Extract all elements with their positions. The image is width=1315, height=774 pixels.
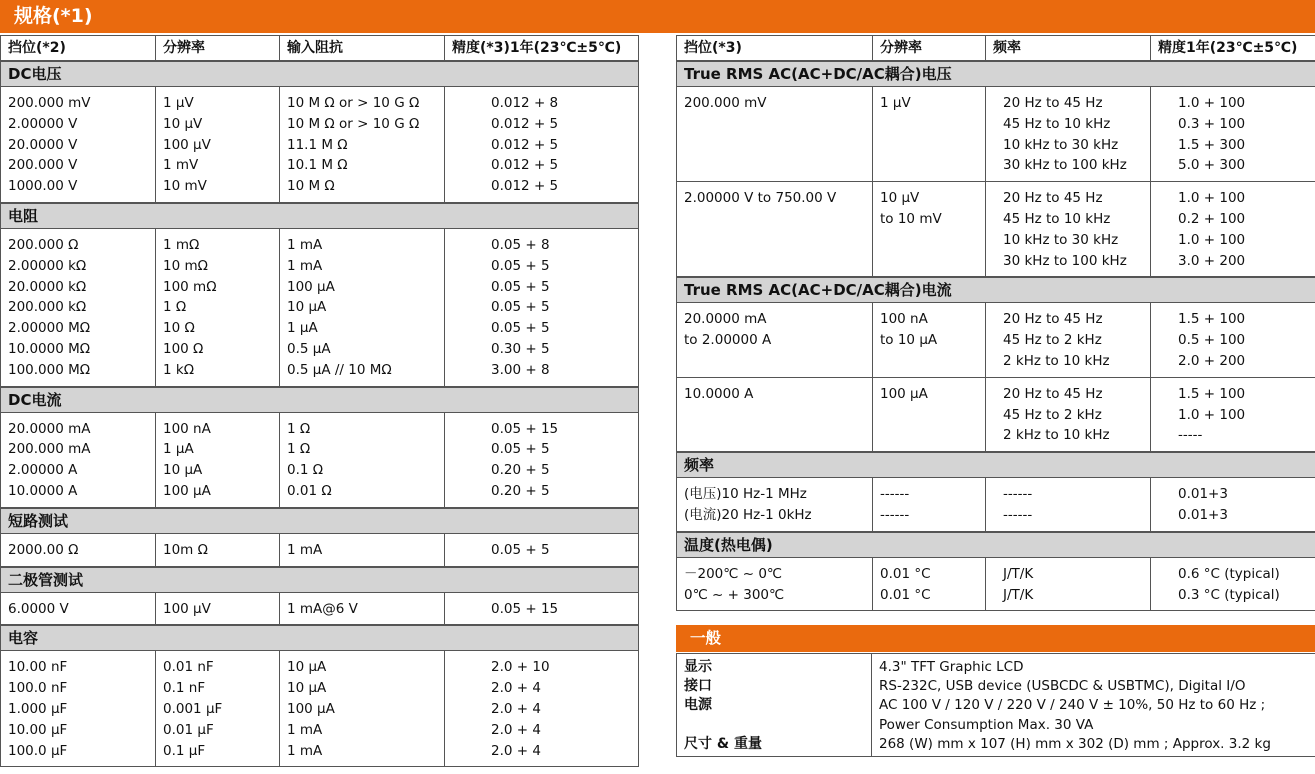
accuracy-value: 0.012 + 8 — [491, 95, 559, 111]
section-title: True RMS AC(AC+DC/AC耦合)电流 — [677, 277, 1315, 303]
accuracy-value: 0.3 °C (typical) — [1178, 586, 1280, 603]
accuracy-value: 3.00 + 8 — [491, 361, 550, 378]
resolution-value: 100 μV — [163, 600, 211, 617]
right-spec-table — [676, 35, 1315, 611]
resolution-cell — [873, 478, 986, 532]
section-title: 二极管测试 — [1, 567, 639, 593]
accuracy-value: 2.0 + 4 — [491, 700, 541, 717]
resolution-cell — [156, 592, 280, 625]
section-row — [677, 532, 1315, 558]
accuracy-value: 0.05 + 5 — [491, 257, 550, 274]
resolution-value: 1 μV — [163, 95, 194, 111]
accuracy-value: 1.5 + 100 — [1178, 311, 1246, 328]
range-value: to 2.00000 A — [684, 332, 772, 349]
freq-value: 2 kHz to 10 kHz — [1003, 352, 1110, 369]
range-value: 200.000 mV — [8, 95, 91, 111]
accuracy-value: 0.5 + 100 — [1178, 332, 1246, 349]
range-value: 20.0000 kΩ — [8, 278, 87, 295]
table-row — [677, 557, 1315, 611]
accuracy-cell — [1151, 478, 1315, 532]
accuracy-value: 0.05 + 5 — [491, 320, 550, 337]
resolution-cell — [873, 303, 986, 377]
impedance-value: 10.1 M Ω — [287, 157, 348, 174]
impedance-value: 1 mA@6 V — [287, 600, 358, 617]
general-value-dimensions: 268 (W) mm x 107 (H) mm x 302 (D) mm ; Approx. 3.2 kg — [879, 735, 1271, 752]
range-cell — [1, 228, 156, 386]
range-value: 2.00000 V to 750.00 V — [684, 190, 837, 207]
freq-value: ------ — [1003, 486, 1033, 503]
accuracy-value: 0.05 + 15 — [491, 600, 559, 617]
freq-value: ------ — [1003, 506, 1033, 523]
header-accuracy: 精度(*3)1年(23℃±5℃) — [445, 36, 639, 62]
range-value: (电压)10 Hz-1 MHz — [684, 486, 807, 503]
impedance-value: 0.5 μA // 10 MΩ — [287, 361, 392, 378]
accuracy-cell — [445, 228, 639, 386]
resolution-value: to 10 mV — [880, 210, 942, 227]
accuracy-cell — [1151, 557, 1315, 611]
impedance-value: 1 mA — [287, 257, 323, 274]
section-row — [1, 567, 639, 593]
section-row — [677, 277, 1315, 303]
range-value: 10.0000 MΩ — [8, 340, 91, 357]
impedance-value: 0.5 μA — [287, 340, 331, 357]
resolution-value: 10 mV — [163, 178, 207, 195]
general-value-interface: RS-232C, USB device (USBCDC & USBTMC), Digital I/O — [879, 678, 1246, 695]
impedance-cell — [280, 651, 445, 767]
range-value: 100.000 MΩ — [8, 361, 91, 378]
impedance-value: 1 μA — [287, 320, 318, 337]
range-value: －200℃ ~ 0℃ — [684, 565, 783, 582]
table-row — [1, 533, 639, 566]
range-value: 10.00 μF — [8, 721, 68, 738]
section-title: 温度(热电偶) — [677, 532, 1315, 558]
general-key-blank — [684, 716, 864, 735]
impedance-value: 10 M Ω or > 10 G Ω — [287, 95, 420, 111]
freq-cell — [986, 377, 1151, 452]
accuracy-value: 3.0 + 200 — [1178, 252, 1246, 269]
resolution-value: 10 μV — [163, 115, 203, 132]
range-cell — [677, 182, 873, 278]
section-row — [1, 61, 639, 87]
range-value: 200.000 kΩ — [8, 299, 87, 316]
section-title: True RMS AC(AC+DC/AC耦合)电压 — [677, 61, 1315, 87]
accuracy-value: 0.012 + 5 — [491, 178, 559, 195]
resolution-cell — [156, 412, 280, 508]
range-value: 200.000 V — [8, 157, 78, 174]
header-accuracy: 精度1年(23℃±5℃) — [1151, 36, 1315, 62]
freq-value: 10 kHz to 30 kHz — [1003, 136, 1119, 153]
banner-title: 规格(*1) — [14, 5, 93, 27]
range-value: 10.00 nF — [8, 659, 68, 676]
freq-value: 30 kHz to 100 kHz — [1003, 252, 1127, 269]
resolution-value: ------ — [880, 506, 910, 523]
table-row — [1, 228, 639, 386]
accuracy-value: 0.012 + 5 — [491, 157, 559, 174]
resolution-value: 0.1 μF — [163, 742, 206, 759]
impedance-value: 0.01 Ω — [287, 482, 332, 499]
impedance-cell — [280, 87, 445, 203]
freq-value: 45 Hz to 2 kHz — [1003, 332, 1102, 349]
table-row — [677, 377, 1315, 452]
section-row — [1, 508, 639, 534]
range-value: 1.000 μF — [8, 700, 68, 717]
header-resolution: 分辨率 — [873, 36, 986, 62]
accuracy-value: 1.0 + 100 — [1178, 190, 1246, 207]
accuracy-cell — [1151, 303, 1315, 377]
freq-value: 30 kHz to 100 kHz — [1003, 157, 1127, 174]
resolution-value: 1 kΩ — [163, 361, 195, 378]
range-value: 20.0000 mA — [8, 420, 91, 437]
accuracy-value: 0.30 + 5 — [491, 340, 550, 357]
resolution-value: 100 Ω — [163, 340, 204, 357]
range-value: 6.0000 V — [8, 600, 69, 617]
left-spec-table — [0, 35, 639, 767]
freq-value: 20 Hz to 45 Hz — [1003, 385, 1103, 402]
range-value: 10.0000 A — [684, 385, 754, 402]
accuracy-value: ----- — [1178, 427, 1203, 444]
resolution-value: 0.01 nF — [163, 659, 214, 676]
accuracy-value: 1.0 + 100 — [1178, 231, 1246, 248]
resolution-value: 100 μV — [163, 136, 211, 153]
resolution-value: 10 μA — [163, 462, 203, 479]
table-row — [677, 303, 1315, 377]
header-range: 挡位(*2) — [1, 36, 156, 62]
range-value: 0℃ ~ + 300℃ — [684, 586, 785, 603]
range-value: 20.0000 mA — [684, 311, 767, 328]
impedance-value: 100 μA — [287, 278, 335, 295]
accuracy-value: 0.05 + 5 — [491, 299, 550, 316]
resolution-cell — [156, 87, 280, 203]
general-value-power-consumption: Power Consumption Max. 30 VA — [879, 716, 1094, 733]
freq-cell — [986, 478, 1151, 532]
accuracy-value: 0.20 + 5 — [491, 462, 550, 479]
resolution-value: 0.1 nF — [163, 680, 206, 697]
general-values — [872, 654, 1315, 757]
freq-value: 2 kHz to 10 kHz — [1003, 427, 1110, 444]
accuracy-value: 1.0 + 100 — [1178, 95, 1246, 111]
freq-value: 10 kHz to 30 kHz — [1003, 231, 1119, 248]
resolution-value: 0.01 μF — [163, 721, 214, 738]
range-value: 100.0 μF — [8, 742, 68, 759]
range-value: 200.000 mV — [684, 95, 767, 111]
resolution-value: 0.01 °C — [880, 565, 931, 582]
accuracy-value: 0.6 °C (typical) — [1178, 565, 1280, 582]
resolution-cell — [873, 182, 986, 278]
resolution-cell — [873, 557, 986, 611]
section-row — [1, 387, 639, 413]
section-title: DC电流 — [1, 387, 639, 413]
section-row — [677, 61, 1315, 87]
impedance-cell — [280, 228, 445, 386]
impedance-value: 100 μA — [287, 700, 335, 717]
resolution-value: 1 Ω — [163, 299, 187, 316]
range-cell — [1, 87, 156, 203]
impedance-value: 1 mA — [287, 541, 323, 558]
resolution-cell — [873, 377, 986, 452]
freq-cell — [986, 182, 1151, 278]
accuracy-value: 0.01+3 — [1178, 486, 1228, 503]
general-key-interface: 接口 — [684, 678, 712, 695]
range-cell — [677, 303, 873, 377]
freq-value: 45 Hz to 10 kHz — [1003, 210, 1111, 227]
general-key-power: 电源 — [684, 697, 712, 714]
range-value: 200.000 mA — [8, 441, 91, 458]
freq-value: 20 Hz to 45 Hz — [1003, 95, 1103, 111]
header-resolution: 分辨率 — [156, 36, 280, 62]
header-input-impedance: 输入阻抗 — [280, 36, 445, 62]
range-value: 20.0000 V — [8, 136, 78, 153]
resolution-value: 100 nA — [163, 420, 211, 437]
accuracy-cell — [445, 87, 639, 203]
range-value: 100.0 nF — [8, 680, 68, 697]
accuracy-value: 1.5 + 100 — [1178, 385, 1246, 402]
resolution-value: 10 μV — [880, 190, 920, 207]
impedance-value: 1 mA — [287, 236, 323, 253]
header-frequency: 频率 — [986, 36, 1151, 62]
freq-value: J/T/K — [1003, 586, 1034, 603]
impedance-value: 0.1 Ω — [287, 462, 324, 479]
impedance-value: 1 mA — [287, 742, 323, 759]
resolution-value: 1 mV — [163, 157, 199, 174]
accuracy-value: 2.0 + 4 — [491, 721, 541, 738]
range-cell — [1, 533, 156, 566]
accuracy-value: 0.05 + 5 — [491, 278, 550, 295]
table-row — [677, 182, 1315, 278]
range-value: 2.00000 V — [8, 115, 78, 132]
accuracy-value: 0.012 + 5 — [491, 136, 559, 153]
accuracy-cell — [1151, 377, 1315, 452]
general-value-display: 4.3" TFT Graphic LCD — [879, 659, 1024, 675]
freq-value: 20 Hz to 45 Hz — [1003, 190, 1103, 207]
freq-value: 20 Hz to 45 Hz — [1003, 311, 1103, 328]
general-value-power: AC 100 V / 120 V / 220 V / 240 V ± 10%, 50 Hz to 60 Hz ; — [879, 697, 1266, 714]
accuracy-value: 0.3 + 100 — [1178, 115, 1246, 132]
range-cell — [1, 592, 156, 625]
accuracy-value: 1.0 + 100 — [1178, 406, 1246, 423]
accuracy-cell — [445, 533, 639, 566]
accuracy-value: 0.2 + 100 — [1178, 210, 1246, 227]
resolution-value: ------ — [880, 486, 910, 503]
section-row — [677, 452, 1315, 478]
accuracy-value: 0.01+3 — [1178, 506, 1228, 523]
range-value: 2.00000 kΩ — [8, 257, 87, 274]
table-row — [1, 592, 639, 625]
accuracy-value: 0.05 + 8 — [491, 236, 550, 253]
general-key-dimensions: 尺寸 & 重量 — [684, 735, 762, 752]
resolution-cell — [156, 228, 280, 386]
accuracy-cell — [445, 592, 639, 625]
accuracy-cell — [445, 412, 639, 508]
section-title: 电阻 — [1, 203, 639, 229]
section-title: DC电压 — [1, 61, 639, 87]
header-range: 挡位(*3) — [677, 36, 873, 62]
general-keys — [677, 654, 872, 757]
resolution-value: 1 mΩ — [163, 236, 200, 253]
accuracy-value: 2.0 + 4 — [491, 680, 541, 697]
accuracy-value: 2.0 + 10 — [491, 659, 550, 676]
spec-banner — [0, 0, 1315, 33]
freq-cell — [986, 303, 1151, 377]
section-row — [1, 203, 639, 229]
range-value: 1000.00 V — [8, 178, 78, 195]
range-cell — [1, 412, 156, 508]
resolution-value: 1 μV — [880, 95, 911, 111]
accuracy-value: 0.05 + 15 — [491, 420, 559, 437]
impedance-value: 1 mA — [287, 721, 323, 738]
resolution-value: to 10 μA — [880, 332, 938, 349]
section-title: 频率 — [677, 452, 1315, 478]
table-row — [1, 651, 639, 767]
resolution-value: 100 nA — [880, 311, 928, 328]
impedance-cell — [280, 412, 445, 508]
impedance-value: 10 M Ω or > 10 G Ω — [287, 115, 420, 132]
freq-value: 45 Hz to 2 kHz — [1003, 406, 1102, 423]
resolution-value: 1 μA — [163, 441, 194, 458]
accuracy-value: 0.05 + 5 — [491, 541, 550, 558]
table-row — [1, 412, 639, 508]
range-value: 10.0000 A — [8, 482, 78, 499]
section-row — [1, 625, 639, 651]
accuracy-value: 0.20 + 5 — [491, 482, 550, 499]
range-cell — [677, 87, 873, 182]
range-value: 2000.00 Ω — [8, 541, 79, 558]
table-row — [677, 478, 1315, 532]
range-cell — [677, 377, 873, 452]
range-value: 200.000 Ω — [8, 236, 79, 253]
general-banner — [676, 625, 1315, 652]
range-value: 2.00000 MΩ — [8, 320, 91, 337]
freq-value: 45 Hz to 10 kHz — [1003, 115, 1111, 132]
accuracy-value: 0.05 + 5 — [491, 441, 550, 458]
general-title: 一般 — [690, 629, 722, 647]
resolution-cell — [156, 533, 280, 566]
resolution-cell — [873, 87, 986, 182]
range-cell — [1, 651, 156, 767]
section-title: 电容 — [1, 625, 639, 651]
table-row — [1, 87, 639, 203]
impedance-value: 1 Ω — [287, 441, 311, 458]
impedance-cell — [280, 592, 445, 625]
resolution-value: 10m Ω — [163, 541, 208, 558]
resolution-value: 100 μA — [880, 385, 928, 402]
accuracy-cell — [1151, 87, 1315, 182]
accuracy-cell — [1151, 182, 1315, 278]
impedance-value: 10 μA — [287, 299, 327, 316]
impedance-value: 10 μA — [287, 659, 327, 676]
resolution-cell — [156, 651, 280, 767]
resolution-value: 100 μA — [163, 482, 211, 499]
accuracy-value: 2.0 + 4 — [491, 742, 541, 759]
accuracy-value: 2.0 + 200 — [1178, 352, 1246, 369]
impedance-value: 1 Ω — [287, 420, 311, 437]
right-header-row — [677, 36, 1315, 62]
impedance-cell — [280, 533, 445, 566]
impedance-value: 10 M Ω — [287, 178, 335, 195]
resolution-value: 0.001 μF — [163, 700, 223, 717]
impedance-value: 11.1 M Ω — [287, 136, 348, 153]
general-spec-table — [676, 653, 1315, 757]
resolution-value: 10 Ω — [163, 320, 195, 337]
freq-cell — [986, 557, 1151, 611]
freq-cell — [986, 87, 1151, 182]
accuracy-cell — [445, 651, 639, 767]
freq-value: J/T/K — [1003, 565, 1034, 582]
range-cell — [677, 557, 873, 611]
range-value: (电流)20 Hz-1 0kHz — [684, 506, 812, 523]
left-header-row — [1, 36, 639, 62]
accuracy-value: 5.0 + 300 — [1178, 157, 1246, 174]
table-row — [677, 87, 1315, 182]
general-key-display: 显示 — [684, 659, 712, 675]
resolution-value: 10 mΩ — [163, 257, 208, 274]
range-cell — [677, 478, 873, 532]
accuracy-value: 0.012 + 5 — [491, 115, 559, 132]
accuracy-value: 1.5 + 300 — [1178, 136, 1246, 153]
range-value: 2.00000 A — [8, 462, 78, 479]
resolution-value: 0.01 °C — [880, 586, 931, 603]
resolution-value: 100 mΩ — [163, 278, 217, 295]
section-title: 短路测试 — [1, 508, 639, 534]
impedance-value: 10 μA — [287, 680, 327, 697]
